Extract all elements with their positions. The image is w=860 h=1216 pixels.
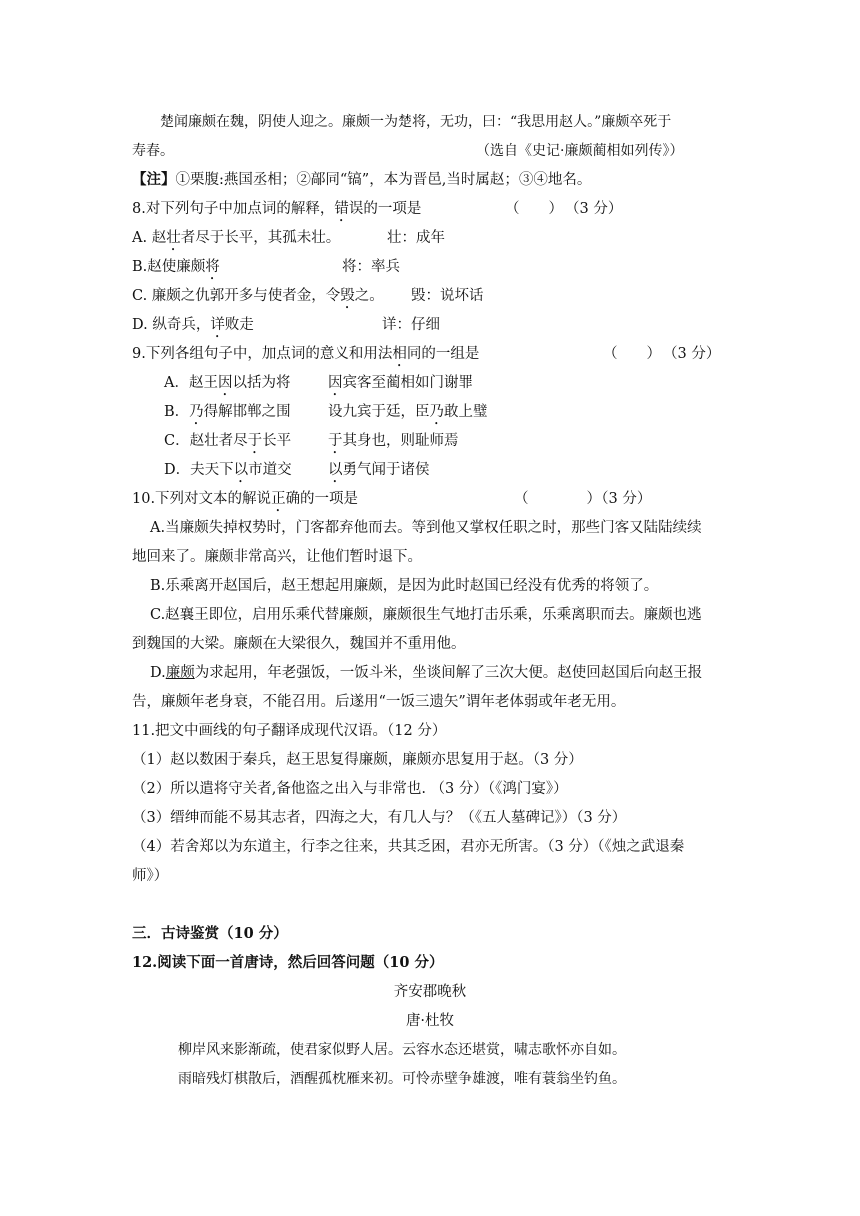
- note-line: [132, 170, 591, 190]
- q10-stem-text-2: 确的一项是: [285, 491, 359, 507]
- option-dotted-word: 乃: [429, 404, 444, 420]
- option-text: B．: [164, 404, 190, 420]
- option-underlined-word: 廉颇: [165, 665, 195, 681]
- q8-answer-paren: （ ）: [505, 201, 563, 217]
- option-text-2: 之。: [354, 288, 384, 304]
- option-text: A．赵王: [164, 375, 218, 391]
- poem-line-2: 雨暗残灯棋散后，酒醒孤枕雁来初。可怜赤壁争雄渡，唯有蓑翁坐钓鱼。: [178, 1071, 626, 1087]
- option-dotted-word: 以: [328, 462, 343, 478]
- q10-option-b-line-1: B.乐乘离开赵国后，赵王想起用廉颇，是因为此时赵国已经没有优秀的将领了。: [150, 578, 659, 594]
- q10-score: （3 分）: [594, 491, 652, 507]
- q8-option-b: [132, 257, 220, 283]
- option-text-2: 市道交: [248, 462, 292, 478]
- option-text: B.赵使廉颇: [132, 259, 206, 275]
- poem-title: 齐安郡晚秋: [393, 984, 467, 1000]
- q10-option-d-line-2: 告，廉颇年老身衰，不能召用。后遂用“一饭三遗矢”谓年老体弱或年老无用。: [132, 694, 626, 710]
- q10-option-c-line-2: 到魏国的大梁。廉颇在大梁很久，魏国并不重用他。: [132, 636, 466, 652]
- option-dotted-word: 毁: [340, 288, 355, 304]
- q9-option-b-left: [164, 402, 291, 428]
- option-text: C. 廉颇之仇郭开多与使者金，令: [132, 288, 341, 304]
- q10-option-a-line-2: 地回来了。廉颇非常高兴，让他们暂时退下。: [132, 549, 422, 565]
- option-text: D．夫天下: [164, 462, 234, 478]
- q8-option-c-gloss: 毁：说坏话: [411, 288, 484, 304]
- q9-option-a-left: [164, 373, 290, 399]
- q10-stem-emphasis: 正: [271, 491, 286, 507]
- q9-option-d-right: [328, 460, 430, 486]
- passage-source: （选自《史记·廉颇蔺相如列传》）: [476, 143, 684, 159]
- note-tag: 【注】: [132, 171, 176, 188]
- q8-stem: [132, 199, 421, 225]
- q11-item-3: （3）缙绅而能不易其志者，四海之大，有几人与？（《五人墓碑记》）（3 分）: [132, 810, 627, 826]
- q8-option-b-gloss: 将：率兵: [342, 259, 400, 275]
- q11-item-1: （1）赵以数困于秦兵，赵王思复得廉颇，廉颇亦思复用于赵。（3 分）: [132, 752, 583, 768]
- q8-option-d-gloss: 详：仔细: [382, 317, 440, 333]
- option-dotted-word: 乃: [189, 404, 204, 420]
- option-text-2: 败走: [224, 317, 254, 333]
- q9-stem-emphasis: 相: [392, 346, 407, 362]
- q9-stem: [132, 344, 479, 370]
- option-text-2: 宾客至蔺相如门谢罪: [342, 375, 473, 391]
- q8-stem-text: 8.对下列句子中加点词的解释，: [132, 201, 335, 217]
- option-dotted-word: 因: [217, 375, 233, 391]
- option-text-2: 长平: [262, 433, 292, 449]
- q8-stem-emphasis: 错: [334, 201, 349, 217]
- poem-author: 唐·杜牧: [405, 1013, 455, 1029]
- q10-stem: [132, 489, 358, 515]
- note-text: ①栗腹:燕国丞相；②鄗同“镐”，本为晋邑,当时属赵；③④地名。: [175, 172, 592, 188]
- option-dotted-word: 因: [328, 375, 343, 391]
- q8-option-a: [132, 228, 340, 254]
- q10-option-d-line-1: [150, 663, 702, 683]
- q9-option-c-left: [164, 431, 291, 457]
- q9-option-d-left: [164, 460, 292, 486]
- q11-item-4-line-1: （4）若舍郑以为东道主，行李之往来，共其乏困，君亦无所害。（3 分）（《烛之武退秦: [132, 839, 685, 855]
- option-text: 设九宾于廷，臣: [328, 404, 430, 420]
- q8-option-c: [132, 286, 384, 312]
- q8-option-a-gloss: 壮：成年: [387, 230, 445, 246]
- option-dotted-word: 于: [247, 433, 263, 449]
- option-text-2: 者尽于长平，其孤未壮。: [180, 230, 341, 246]
- option-text-2: 勇气闻于诸侯: [342, 462, 430, 478]
- section-3-title: 三．古诗鉴赏（10 分）: [132, 925, 288, 942]
- poem-line-1: 柳岸风来影渐疏，使君家似野人居。云容水态还堪赏，啸志歌怀亦自如。: [178, 1042, 626, 1058]
- q11-item-4-line-2: 师》）: [132, 868, 169, 884]
- q9-option-c-right: [328, 431, 459, 457]
- option-dotted-word: 详: [210, 317, 225, 333]
- q9-answer-paren: （ ）: [603, 346, 661, 362]
- q9-option-b-right: [328, 402, 488, 428]
- q10-stem-text: 10.下列对文本的解说: [132, 491, 272, 507]
- q10-answer-paren: （ ）: [514, 491, 601, 507]
- option-text-2: 得解邯郸之围: [203, 404, 291, 420]
- option-text-2: 敢上璧: [444, 404, 488, 420]
- option-text-2: 为求起用，年老强饭，一饭斗米，坐谈间解了三次大便。赵使回赵国后向赵王报: [194, 665, 703, 681]
- q8-stem-text-2: 误的一项是: [348, 201, 422, 217]
- q10-option-c-line-1: C.赵襄王即位，启用乐乘代替廉颇，廉颇很生气地打击乐乘，乐乘离职而去。廉颇也逃: [150, 607, 702, 623]
- option-dotted-word: 壮: [166, 230, 181, 246]
- option-text-2: 其身也，则耻师焉: [342, 433, 459, 449]
- option-text: D. 纵奇兵，: [132, 317, 211, 333]
- q10-option-a-line-1: A.当廉颇失掉权势时，门客都弃他而去。等到他又掌权任职之时，那些门客又陆陆续续: [150, 520, 702, 536]
- option-text: A. 赵: [132, 230, 167, 246]
- q8-score: （3 分）: [565, 201, 623, 217]
- q9-stem-text-2: 同的一组是: [406, 346, 480, 362]
- q11-stem: 11.把文中画线的句子翻译成现代汉语。（12 分）: [132, 723, 447, 739]
- option-text: C．赵壮者尽: [164, 433, 248, 449]
- option-text-2: 以括为将: [232, 375, 291, 391]
- passage-line-2: 寿春。: [132, 143, 174, 159]
- q12-stem: 12.阅读下面一首唐诗，然后回答问题（10 分）: [132, 954, 444, 971]
- q9-option-a-right: [328, 373, 473, 399]
- option-dotted-word: 将: [205, 259, 220, 275]
- passage-line-1: 楚闻廉颇在魏，阴使人迎之。廉颇一为楚将，无功，曰：“我思用赵人。”廉颇卒死于: [160, 114, 672, 130]
- q11-item-2: （2）所以遣将守关者,备他盗之出入与非常也. （3 分）（《鸿门宴》）: [132, 781, 568, 797]
- option-dotted-word: 以: [233, 462, 249, 478]
- option-text: D.: [150, 665, 166, 681]
- q9-score: （3 分）: [663, 346, 721, 362]
- q8-option-d: [132, 315, 254, 341]
- option-dotted-word: 于: [328, 433, 343, 449]
- q9-stem-text: 9.下列各组句子中，加点词的意义和用法: [132, 346, 393, 362]
